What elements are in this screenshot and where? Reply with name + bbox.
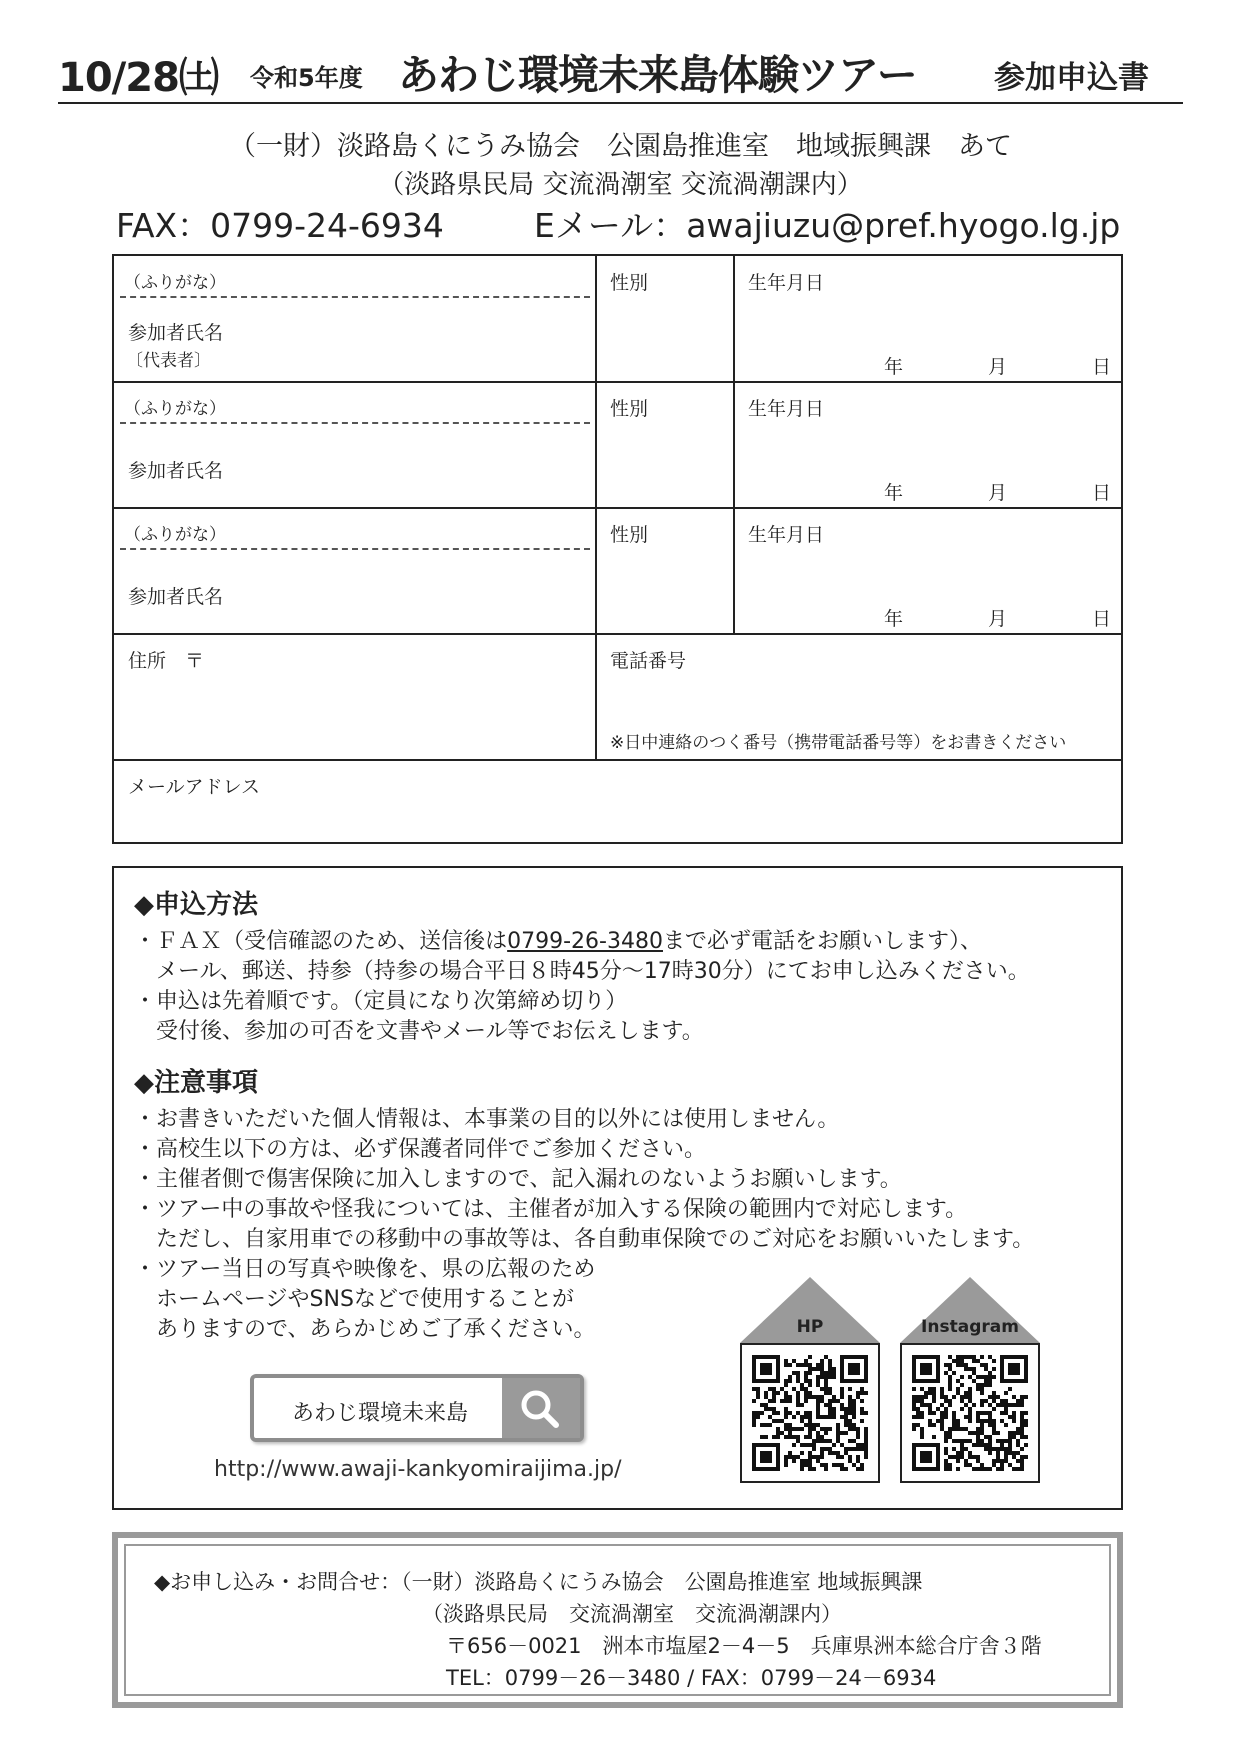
application-form	[112, 254, 1123, 844]
confirm-phone-number: 0799-26-3480	[507, 929, 663, 954]
hp-label: HP	[796, 1317, 824, 1337]
note-line-4: ・ツアー中の事故や怪我については、主催者が加入する保険の範囲内で対応します。	[134, 1197, 968, 1222]
year-label: 年	[884, 608, 904, 630]
footer-inner-frame	[124, 1544, 1111, 1696]
fiscal-year: 令和5年度	[250, 64, 363, 92]
birthdate-label: 生年月日	[748, 524, 825, 546]
day-label: 日	[1092, 482, 1112, 504]
note-line-1: ・お書きいただいた個人情報は、本事業の目的以外には使用しません。	[134, 1107, 840, 1132]
day-label: 日	[1092, 356, 1112, 378]
form-title: 参加申込書	[994, 60, 1149, 96]
furigana-label: （ふりがな）	[124, 399, 226, 419]
note-line-2: ・高校生以下の方は、必ず保護者同伴でご参加ください。	[134, 1137, 707, 1162]
recipient-line: （一財）淡路島くにうみ協会 公園島推進室 地域振興課 あて	[229, 131, 1012, 162]
apply-line-1: ・ＦＡＸ（受信確認のため、送信後は0799-26-3480まで必ず電話をお願いします）、	[134, 929, 982, 954]
month-label: 月	[988, 356, 1008, 378]
note-line-7: ホームページやSNSなどで使用することが	[156, 1287, 574, 1312]
phone-note: ※日中連絡のつく番号（携帯電話番号等）をお書きください	[610, 733, 1067, 753]
instagram-qr-code[interactable]	[902, 1345, 1038, 1481]
recipient-sub: （淡路県民局 交流渦潮室 交流渦潮課内）	[378, 170, 863, 200]
page-title: あわじ環境未来島体験ツアー	[398, 51, 917, 99]
hp-qr-block[interactable]	[740, 1277, 880, 1475]
contact-footer	[112, 1532, 1123, 1708]
email-address[interactable]: Eメール：awajiuzu@pref.hyogo.lg.jp	[534, 206, 1121, 245]
representative-note: 〔代表者〕	[126, 351, 211, 371]
participant-name-label: 参加者氏名	[128, 322, 224, 344]
search-input[interactable]	[250, 1374, 584, 1442]
gender-label: 性別	[610, 398, 649, 420]
furigana-label: （ふりがな）	[124, 525, 226, 545]
birthdate-label: 生年月日	[748, 272, 825, 294]
qr-frame	[900, 1343, 1040, 1483]
search-keyword: あわじ環境未来島	[292, 1401, 469, 1426]
month-label: 月	[988, 608, 1008, 630]
email-label: メールアドレス	[128, 776, 261, 798]
footer-line-2: （淡路県民局 交流渦潮室 交流渦潮課内）	[422, 1602, 842, 1626]
search-bar[interactable]	[250, 1374, 590, 1448]
year-label: 年	[884, 356, 904, 378]
gender-label: 性別	[610, 524, 649, 546]
instagram-qr-block[interactable]	[900, 1277, 1040, 1475]
apply-line-2: メール、郵送、持参（持参の場合平日８時45分～17時30分）にてお申し込みください。	[156, 959, 1030, 984]
website-url[interactable]: http://www.awaji-kankyomiraijima.jp/	[214, 1457, 622, 1482]
note-line-8: ありますので、あらかじめご了承ください。	[156, 1317, 596, 1342]
year-label: 年	[884, 482, 904, 504]
footer-line-4: TEL：0799－26－3480 / FAX：0799－24－6934	[446, 1666, 937, 1690]
instagram-label: Instagram	[921, 1317, 1019, 1337]
apply-line-4: 受付後、参加の可否を文書やメール等でお伝えします。	[156, 1019, 704, 1044]
month-label: 月	[988, 482, 1008, 504]
furigana-label: （ふりがな）	[124, 273, 226, 293]
participant-name-label: 参加者氏名	[128, 586, 224, 608]
address-label: 住所 〒	[128, 650, 205, 672]
notes-heading: ◆注意事項	[134, 1068, 258, 1098]
gender-label: 性別	[610, 272, 649, 294]
qr-frame	[740, 1343, 880, 1483]
hp-qr-code[interactable]	[742, 1345, 878, 1481]
fax-number: FAX：0799-24-6934	[116, 206, 444, 245]
note-line-3: ・主催者側で傷害保険に加入しますので、記入漏れのないようお願いします。	[134, 1167, 902, 1192]
note-line-5: ただし、自家用車での移動中の事故等は、各自動車保険でのご対応をお願いいたします。	[156, 1227, 1035, 1252]
day-label: 日	[1092, 608, 1112, 630]
note-line-6: ・ツアー当日の写真や映像を、県の広報のため	[134, 1257, 596, 1282]
search-icon	[502, 1378, 580, 1438]
phone-label: 電話番号	[610, 650, 687, 672]
participant-name-label: 参加者氏名	[128, 460, 224, 482]
event-date: 10/28㈯	[58, 55, 218, 101]
apply-heading: ◆申込方法	[134, 890, 258, 920]
birthdate-label: 生年月日	[748, 398, 825, 420]
search-button[interactable]	[502, 1378, 580, 1438]
apply-line-3: ・申込は先着順です。（定員になり次第締め切り）	[134, 989, 628, 1014]
title-bar	[58, 40, 1183, 104]
footer-line-3: 〒656－0021 洲本市塩屋2－4－5 兵庫県洲本総合庁舎３階	[446, 1634, 1042, 1658]
footer-line-1: ◆お申し込み・お問合せ：（一財）淡路島くにうみ協会 公園島推進室 地域振興課	[154, 1570, 923, 1594]
